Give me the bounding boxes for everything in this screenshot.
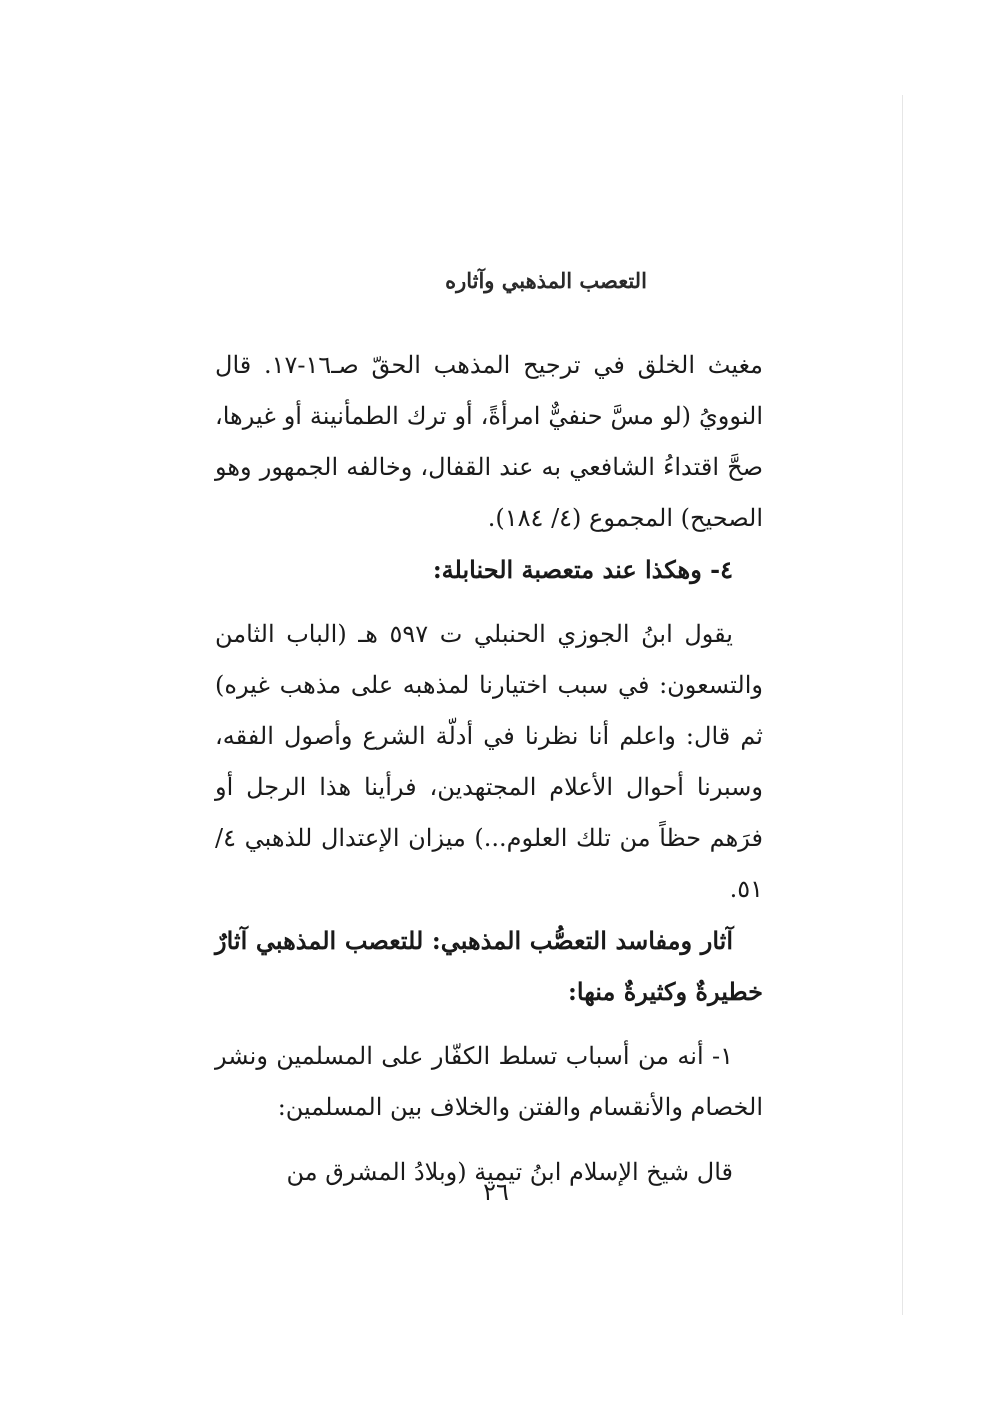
page-number: ٢٦ — [483, 1178, 509, 1206]
list-item-1: ١- أنه من أسباب تسلط الكفّار على المسلمين ونشر الخصام والأنقسام والفتن والخلاف بين المسلمين: — [215, 1042, 763, 1121]
page-body — [215, 340, 763, 1198]
running-header — [0, 268, 992, 293]
section-heading-hanabila: ٤- وهكذا عند متعصبة الحنابلة: — [432, 555, 733, 584]
paragraph-ibn-aljawzi: يقول ابنُ الجوزي الحنبلي ت ٥٩٧ هـ (الباب الثامن والتسعون: في سبب اختيارنا لمذهبه على مذهب غيره) ثم قال: واعلم أنا نظرنا في أدلّة الشرع وأصول الفقه، وسبرنا أحوال الأعلام المجتهدين، فرأينا هذا الرجل أو فرَهم حظاً من تلك العلوم...) ميزان الإعتدال للذهبي ٤/ ٥١. — [215, 620, 763, 903]
running-title: التعصب المذهبي وآثاره — [445, 268, 647, 293]
paragraph-ibn-taymiyyah: قال شيخ الإسلام ابنُ تيمية (وبلادُ المشرق من — [286, 1158, 733, 1186]
paragraph-nawawi: مغيث الخلق في ترجيح المذهب الحقّ صـ١٦-١٧. قال النوويُ (لو مسَّ حنفيٌّ امرأةً، أو ترك الطمأنينة أو غيرها، صحَّ اقتداءُ الشافعي به عند القفال، وخالفه الجمهور وهو الصحيح) المجموع (٤/ ١٨٤). — [215, 351, 764, 532]
section-heading-effects: آثار ومفاسد التعصُّب المذهبي: للتعصب المذهبي آثارٌ خطيرةٌ وكثيرةٌ منها: — [215, 926, 763, 1006]
